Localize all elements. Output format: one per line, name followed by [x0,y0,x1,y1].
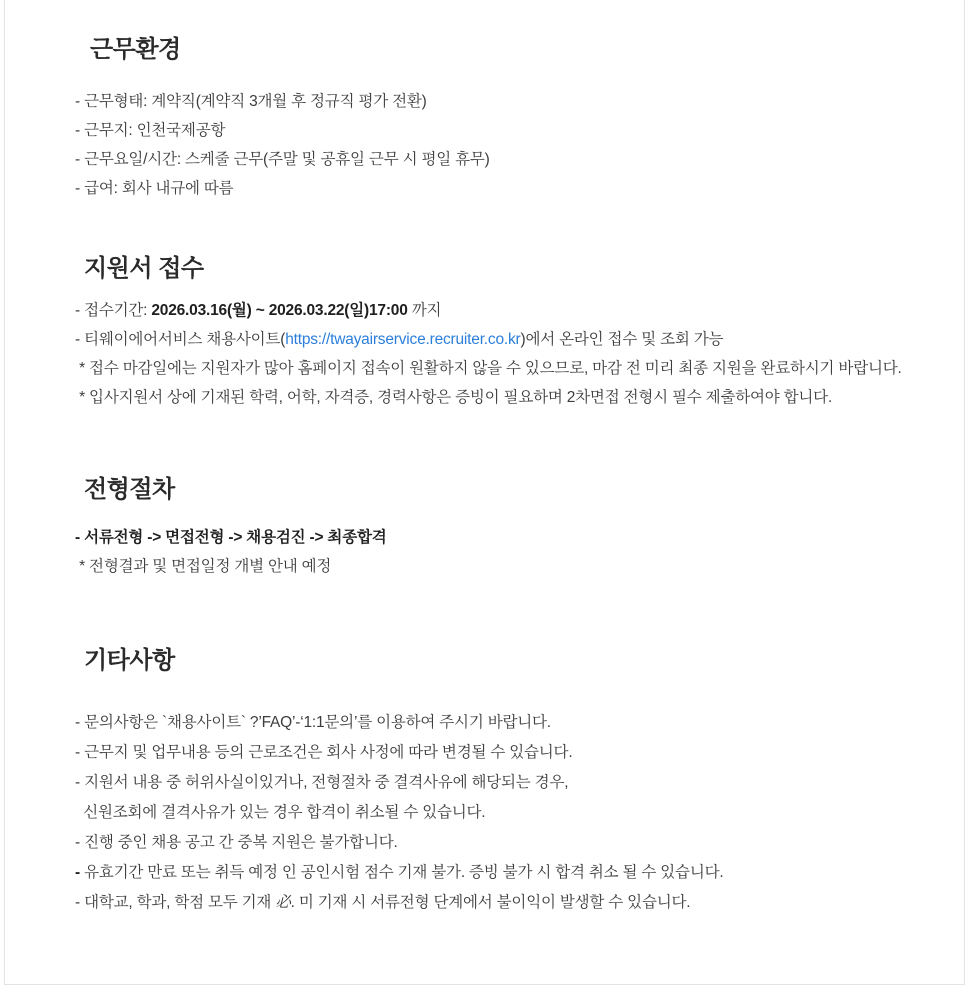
list-item-inquiries: - 문의사항은 `채용사이트` ?’FAQ’-‘1:1문의’를 이용하여 주시기 바랍니다. [75,714,551,731]
work-environment-list [75,87,924,203]
section-title-work-environment: 근무환경 [90,36,181,63]
application-period-dates: 2026.03.16(월) ~ 2026.03.22(일)17:00 [151,302,408,319]
process-steps-text: - 서류전형 -> 면접전형 -> 채용검진 -> 최종합격 [75,529,387,546]
recruit-site-suffix: )에서 온라인 접수 및 조회 가능 [520,331,724,348]
selection-process-list [75,523,924,581]
list-item-test-scores [75,858,924,888]
section-other-matters [75,645,924,918]
list-item-recruit-site [75,325,924,354]
other-matters-list [75,708,924,918]
list-item-duplicate-apply: - 진행 중인 채용 공고 간 중복 지원은 불가합니다. [75,834,398,851]
content-panel [4,0,965,985]
list-item-education-required [75,888,924,918]
application-period-suffix: 까지 [407,302,442,319]
recruit-site-prefix: - 티웨이에어서비스 채용사이트( [75,331,286,348]
section-work-environment [75,34,924,203]
education-required-prefix: - 대학교, 학과, 학점 모두 기재 [75,894,276,911]
list-item-salary: - 급여: 회사 내규에 따름 [75,180,234,197]
list-item-deadline-note: * 접수 마감일에는 지원자가 많아 홈페이지 접속이 원활하지 않을 수 있으므로, 마감 전 미리 최종 지원을 완료하시기 바랍니다. [75,360,902,377]
section-title-application: 지원서 접수 [84,255,204,282]
education-required-mark: 必 [275,894,291,911]
section-application [75,253,924,412]
application-list [75,296,924,412]
list-item-work-type: - 근무형태: 계약직(계약직 3개월 후 정규직 평가 전환) [75,93,427,110]
section-selection-process [75,474,924,581]
list-item-work-location: - 근무지: 인천국제공항 [75,122,226,139]
section-title-other-matters: 기타사항 [84,647,175,674]
list-item-evidence-note: * 입사지원서 상에 기재된 학력, 어학, 자격증, 경력사항은 증빙이 필요하며 2차면접 전형시 필수 제출하여야 합니다. [75,389,833,406]
list-item-false-info: - 지원서 내용 중 허위사실이있거나, 전형절차 중 결격사유에 해당되는 경우, [75,774,569,791]
application-period-label: - 접수기간: [75,302,152,319]
test-scores-text: 유효기간 만료 또는 취득 예정 인 공인시험 점수 기재 불가. 증빙 불가 시 합격 취소 될 수 있습니다. [79,864,724,881]
education-required-suffix: . 미 기재 시 서류전형 단계에서 불이익이 발생할 수 있습니다. [290,894,691,911]
list-item-work-schedule: - 근무요일/시간: 스케줄 근무(주말 및 공휴일 근무 시 평일 휴무) [75,151,490,168]
list-item-process-steps [75,523,924,552]
list-item-application-period [75,296,924,325]
list-item-false-info-cont: 신원조회에 결격사유가 있는 경우 합격이 취소될 수 있습니다. [75,804,486,821]
list-item-process-note: * 전형결과 및 면접일정 개별 안내 예정 [75,558,332,575]
test-scores-dash: - [75,864,80,881]
recruit-site-link[interactable]: https://twayairservice.recruiter.co.kr [285,331,521,348]
section-title-selection-process: 전형절차 [84,476,175,503]
posting-content [5,34,964,918]
list-item-conditions-change: - 근무지 및 업무내용 등의 근로조건은 회사 사정에 따라 변경될 수 있습니다. [75,744,573,761]
